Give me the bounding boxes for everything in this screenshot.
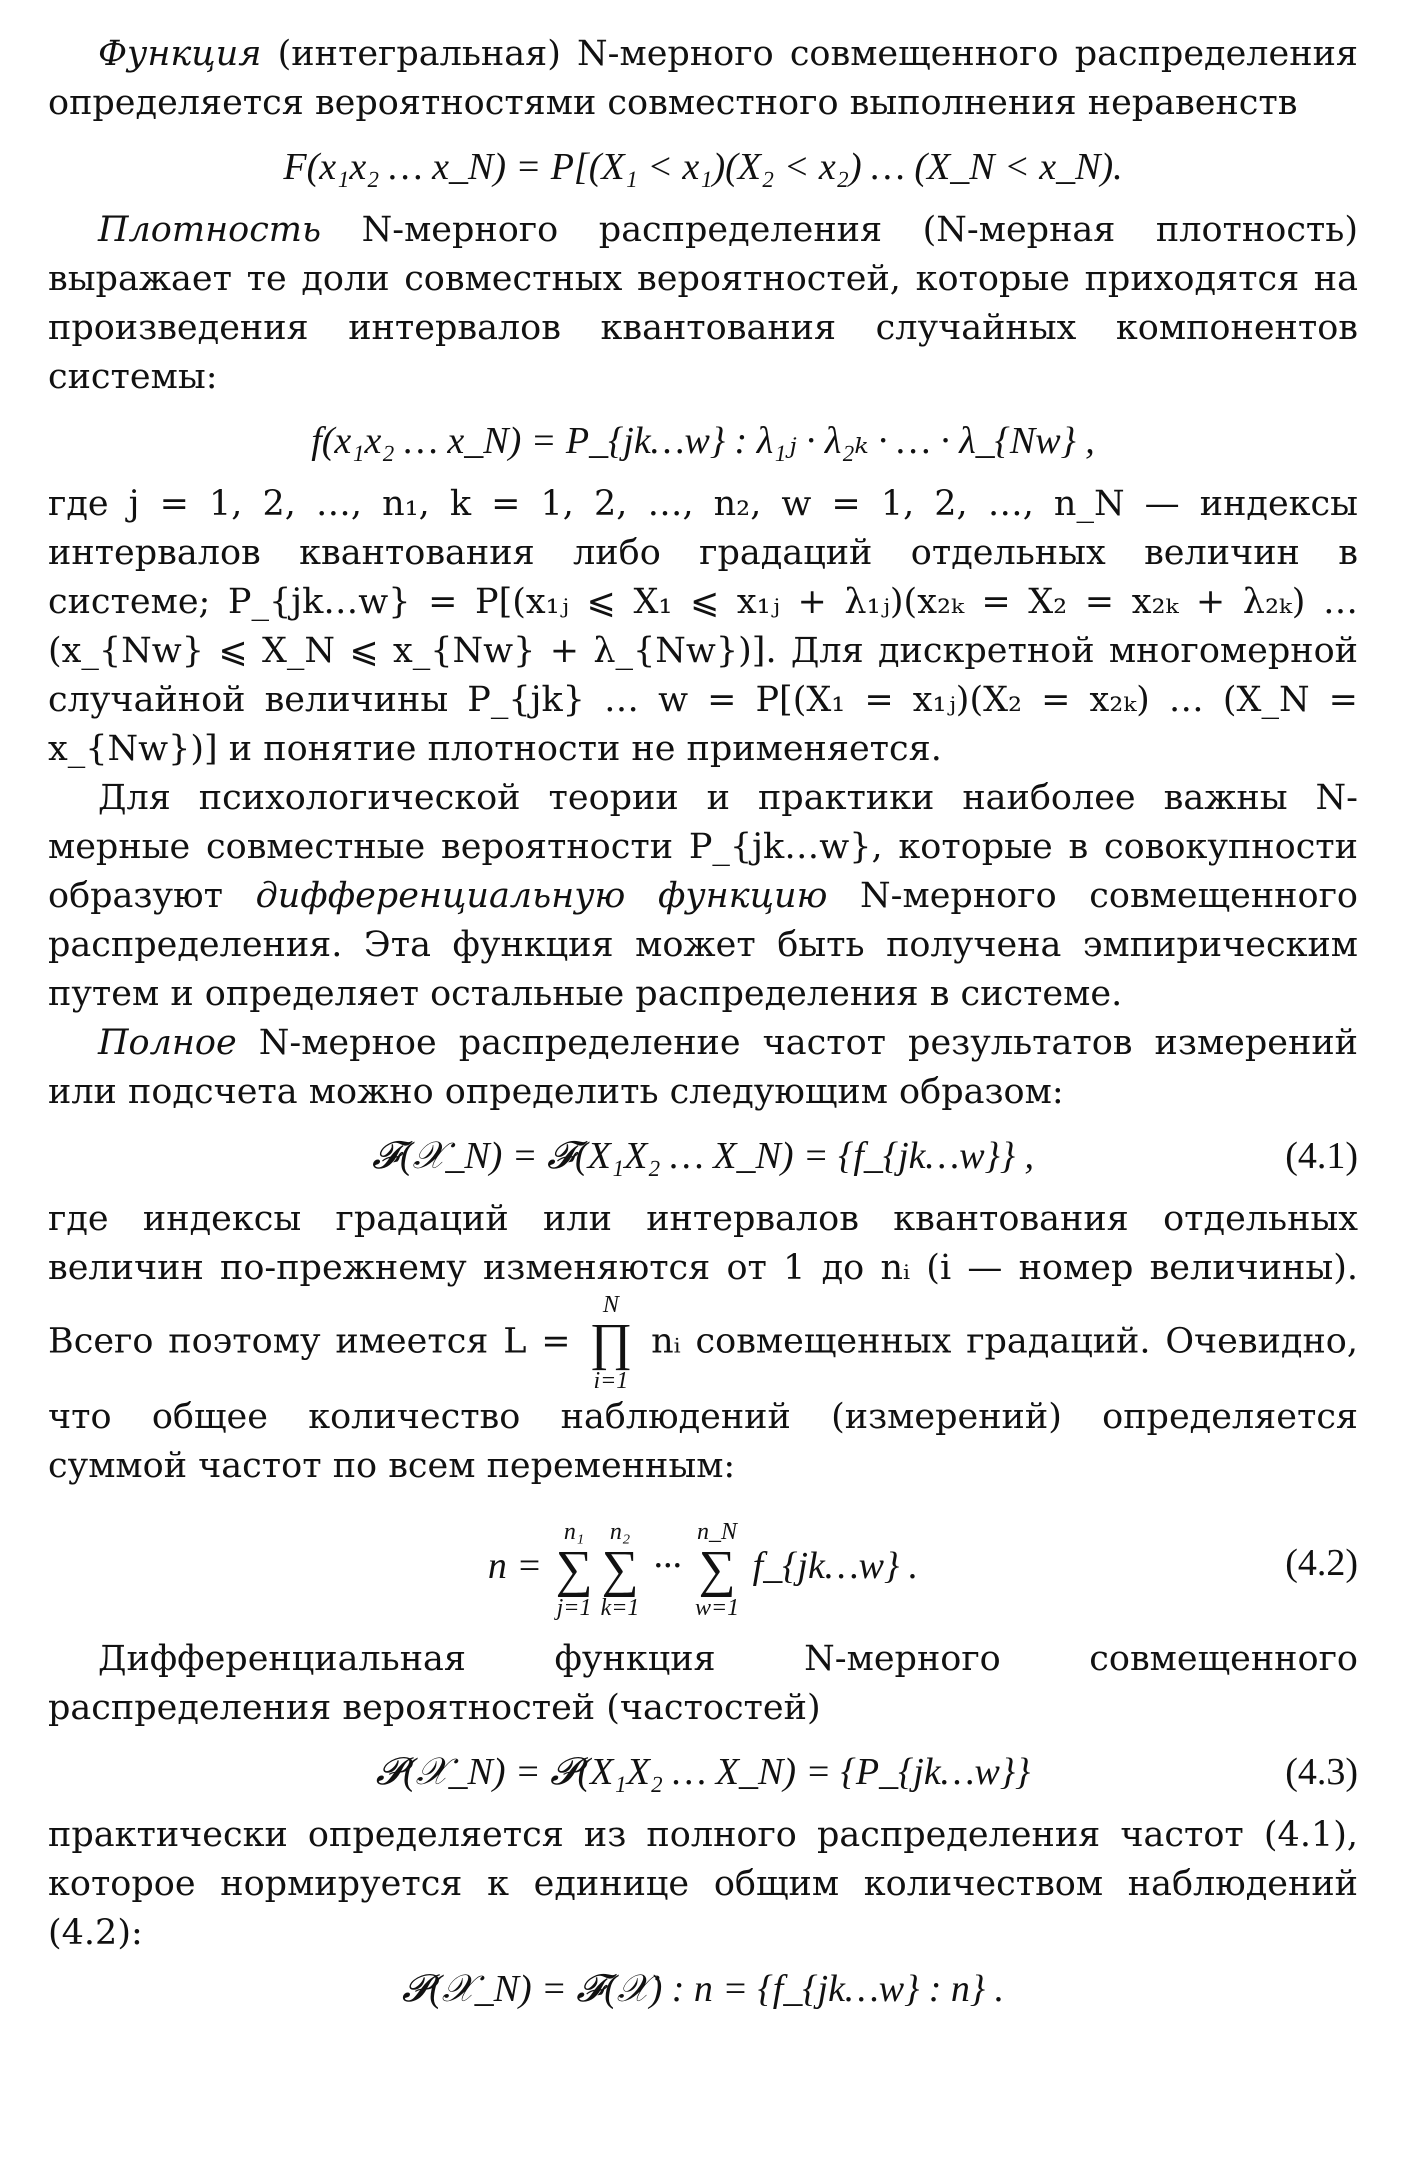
paragraph-text: Для психологической теории и практики наиболее важны N-мерные совместные вероятности P_{jk…w}, которые в совокупности образуют (48, 778, 1358, 916)
product-upper-limit: N (602, 1292, 619, 1318)
sum-symbol: ∑ (601, 1540, 639, 1598)
equation-number: (4.1) (1285, 1135, 1358, 1177)
formula-cdf (48, 142, 1358, 192)
sum-symbol: ∑ (555, 1540, 593, 1598)
formula-text: 𝓟(𝒳_N) = 𝓟(X₁X₂ … X_N) = {P_{jk…w}} (375, 1751, 1031, 1793)
sum-upper-limit: n_N (697, 1518, 738, 1545)
paragraph-text: где индексы градаций или интервалов квантования отдельных величин по-прежнему изменяются от 1 до nᵢ (i — номер величины). Всего поэтому имеется L = (48, 1199, 1358, 1362)
paragraph-text: (интегральная) N-мерного совмещенного распределения определяется вероятностями совместного выполнения неравенств (48, 34, 1358, 123)
paragraph-density-definition (48, 206, 1358, 402)
formula-content (488, 1508, 918, 1624)
paragraph-differential-probabilities: Дифференциальная функция N-мерного совмещенного распределения вероятностей (частостей) (48, 1639, 1358, 1728)
term-function: Функция (98, 34, 262, 74)
formula-text: 𝓕(𝒳_N) = 𝓕(X₁X₂ … X_N) = {f_{jk…w}} , (371, 1135, 1035, 1177)
sum-symbol: ∑ (698, 1540, 736, 1598)
formula-text: 𝓟(𝒳_N) = 𝓕(𝒳) : n = {f_{jk…w} : n} . (401, 1968, 1005, 2010)
paragraph-text: N-мерного распределения (N-мерная плотность) выражает те доли совместных вероятностей, которые приходятся на произведения интервалов квантования случайных компонентов системы: (48, 210, 1358, 397)
sum-upper-limit: n₂ (609, 1518, 631, 1545)
formula-normalized (48, 1964, 1358, 2014)
term-differential-function: дифференциальную функцию (255, 876, 828, 916)
paragraph-text: N-мерное распределение частот результатов измерений или подсчета можно определить следующим образом: (48, 1023, 1358, 1112)
equation-number: (4.2) (1285, 1542, 1358, 1584)
sum-operator-k (601, 1520, 640, 1620)
formula-4-1 (48, 1131, 1358, 1181)
sum-lower-limit: j=1 (556, 1594, 592, 1621)
formula-rhs: f_{jk…w} . (752, 1545, 919, 1588)
sum-upper-limit: n₁ (563, 1518, 585, 1545)
paragraph-differential-function (48, 774, 1358, 1019)
paragraph-indices: где j = 1, 2, …, n₁, k = 1, 2, …, n₂, w = 1, 2, …, n_N — индексы интервалов квантования либо градаций отдельных величин в системе; P_{jk…w} = P[(x₁ⱼ ⩽ X₁ ⩽ x₁ⱼ + λ₁ⱼ)(x₂ₖ = X₂ = x₂ₖ + λ₂ₖ) … (x_{Nw} ⩽ X_N ⩽ x_{Nw} + λ_{Nw})]. Для дискретной многомерной случайной величины P_{jk} … w = P[(X₁ = x₁ⱼ)(X₂ = x₂ₖ) … (X_N = x_{Nw})] и понятие плотности не применяется. (48, 484, 1358, 769)
formula-text: f(x₁x₂ … x_N) = P_{jk…w} : λ₁ⱼ · λ₂ₖ · … · λ_{Nw} , (311, 420, 1095, 462)
term-density: Плотность (98, 210, 322, 250)
paragraph-text: N-мерного совмещенного распределения. Эта функция может быть получена эмпирическим путем и определяет остальные распределения в системе. (48, 876, 1358, 1014)
formula-lhs: n = (487, 1545, 542, 1588)
formula-4-3 (48, 1747, 1358, 1797)
paragraph-function-definition (48, 30, 1358, 128)
sum-lower-limit: k=1 (600, 1594, 640, 1621)
formula-4-2 (48, 1505, 1358, 1621)
formula-density (48, 416, 1358, 466)
product-operator (589, 1293, 632, 1393)
paragraph-text: nᵢ совмещенных градаций. Очевидно, что общее количество наблюдений (измерений) определяется суммой частот по всем переменным: (48, 1321, 1358, 1486)
sum-operator-w (695, 1520, 739, 1620)
sum-lower-limit: w=1 (694, 1594, 740, 1621)
sum-operator-j (556, 1520, 593, 1620)
paragraph-normalization: практически определяется из полного распределения частот (4.1), которое нормируется к единице общим количеством наблюдений (4.2): (48, 1815, 1358, 1953)
formula-dots: ··· (652, 1545, 682, 1588)
product-symbol: ∏ (589, 1314, 633, 1371)
paragraph-gradations (48, 1195, 1358, 1491)
formula-text: F(x₁x₂ … x_N) = P[(X₁ < x₁)(X₂ < x₂) … (X_N < x_N). (283, 146, 1123, 188)
paragraph-full-distribution (48, 1019, 1358, 1117)
term-full: Полное (98, 1023, 237, 1063)
product-lower-limit: i=1 (593, 1368, 629, 1394)
equation-number: (4.3) (1285, 1751, 1358, 1793)
